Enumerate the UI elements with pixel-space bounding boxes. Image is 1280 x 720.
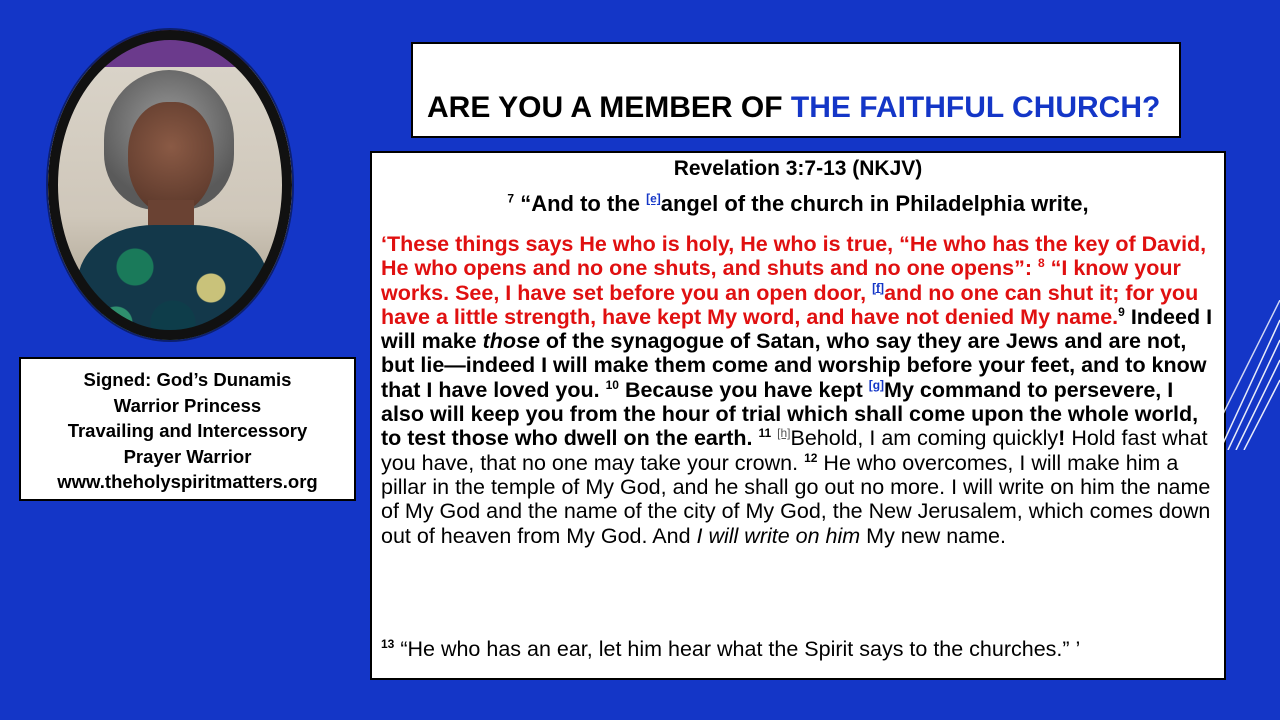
red-letter-text: and no one can shut it; for you have a little strength, have kept My word, and have not denied My name. <box>381 280 1199 329</box>
verse-number: 7 <box>507 191 515 206</box>
scripture-box <box>370 151 1226 680</box>
verse-text: “And to the <box>514 191 647 216</box>
verse-13 <box>381 637 1221 662</box>
italic-text: I will write on him <box>696 523 861 548</box>
red-letter-text: ‘These things says He who is holy, He who is true, “He who has the key of David, He who opens and no one shuts, and shuts and no one opens”: <box>381 232 1207 281</box>
signature-line: Signed: God’s Dunamis <box>83 369 292 390</box>
title-prefix: ARE YOU A MEMBER OF <box>427 91 791 124</box>
signature-line: Warrior Princess <box>113 394 262 416</box>
bold-text: Because you have kept <box>618 377 869 402</box>
verses-7-12 <box>381 232 1221 548</box>
decorative-lines <box>1220 300 1280 450</box>
bold-text: Indeed I will make <box>381 304 1213 354</box>
title-accent: THE FAITHFUL CHURCH? <box>790 91 1161 124</box>
verse-text: Hold fast what you have, that no one may take your crown. <box>381 426 1208 475</box>
italic-text: those <box>482 329 540 354</box>
verse-number: 8 <box>1037 256 1045 271</box>
footnote-link-f[interactable]: [f] <box>872 280 885 295</box>
profile-photo <box>48 30 292 340</box>
footnote-link-e[interactable]: [e] <box>646 191 661 206</box>
verse-text: “He who has an ear, let him hear what the Spirit says to the churches.” ’ <box>394 637 1081 661</box>
verse-text: ! <box>1058 426 1066 451</box>
verse-text: Behold, I am coming quickly <box>790 426 1059 451</box>
verse-number: 12 <box>804 450 818 465</box>
verse-number: 9 <box>1118 304 1125 319</box>
signature-line: Travailing and Intercessory <box>67 420 308 441</box>
photo-frame <box>48 30 292 340</box>
verse-text: My new name. <box>860 523 1006 548</box>
red-letter-text: “I know your works. See, I have set before you an open door, <box>381 256 1181 305</box>
bold-text: My command to persevere, I also will keep you from the hour of trial which shall come upon the whole world, to test those who dwell on the earth. <box>381 377 1199 451</box>
verse-text: angel of the church in Philadelphia write, <box>660 191 1089 216</box>
signature-box <box>19 357 356 501</box>
scripture-reference: Revelation 3:7-13 (NKJV) <box>673 157 923 180</box>
verse-text: He who overcomes, I will make him a pillar in the temple of My God, and he shall go out no more. I will write on him the name of My God and the name of the city of My God, the New Jerusalem, which comes down out of heaven from My God. And <box>381 450 1211 548</box>
bold-text: of the synagogue of Satan, who say they are Jews and are not, but lie—indeed I will make them come and worship before your feet, and to know that I have loved you. <box>381 329 1207 402</box>
signature-website: www.theholyspiritmatters.org <box>57 471 318 492</box>
footnote-link-g[interactable]: [g] <box>868 377 885 392</box>
verse-7 <box>372 191 1224 217</box>
verse-number: 13 <box>381 636 395 651</box>
verse-number: 10 <box>605 377 619 392</box>
page-title <box>427 91 1160 125</box>
title-box <box>411 42 1181 138</box>
verse-number: 11 <box>758 426 772 441</box>
signature-line: Prayer Warrior <box>123 445 252 467</box>
footnote-link-h[interactable]: [h] <box>777 426 791 441</box>
